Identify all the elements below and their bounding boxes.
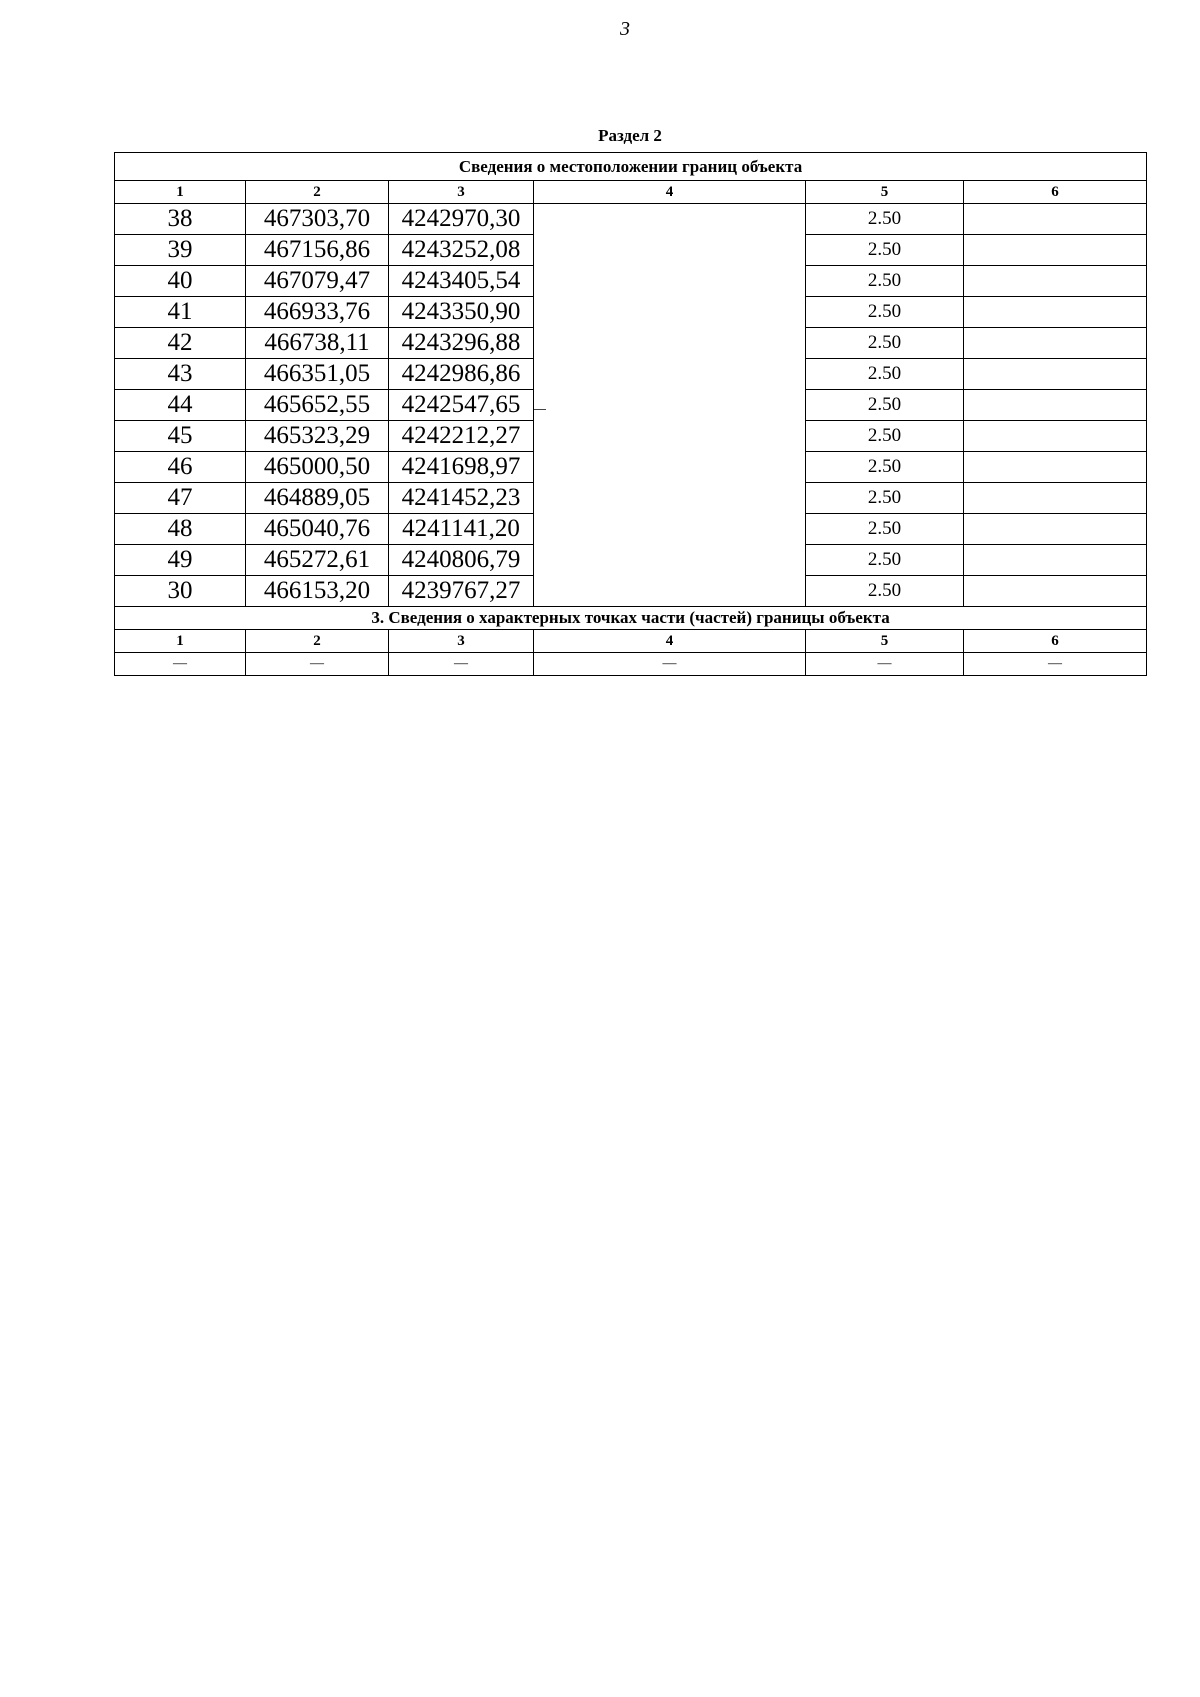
point-number-cell: 39 [115,235,246,266]
column-number: 5 [806,181,964,204]
column-number: 5 [806,630,964,653]
column-number: 1 [115,630,246,653]
part-points-title: 3. Сведения о характерных точках части (частей) границы объекта [115,607,1147,630]
x-coordinate-cell: 465000,50 [246,452,389,483]
x-coordinate-cell: 465323,29 [246,421,389,452]
point-number-cell: 41 [115,297,246,328]
description-cell [964,266,1147,297]
y-coordinate-cell: 4242212,27 [389,421,534,452]
precision-cell: 2.50 [806,328,964,359]
description-cell [964,390,1147,421]
point-number-cell: 40 [115,266,246,297]
precision-cell: 2.50 [806,204,964,235]
column-number: 4 [534,630,806,653]
y-coordinate-cell: 4241698,97 [389,452,534,483]
x-coordinate-cell: 467156,86 [246,235,389,266]
description-cell [964,204,1147,235]
part-column-number-row [115,630,1147,653]
x-coordinate-cell: 467303,70 [246,204,389,235]
point-number-cell: 48 [115,514,246,545]
table-row [115,204,1147,235]
description-cell [964,576,1147,607]
column-number: 2 [246,630,389,653]
y-coordinate-cell: 4241452,23 [389,483,534,514]
column-number-row [115,181,1147,204]
description-cell [964,545,1147,576]
stray-mark [534,409,546,410]
y-coordinate-cell: 4240806,79 [389,545,534,576]
point-number-cell: 30 [115,576,246,607]
column-number: 6 [964,181,1147,204]
description-cell [964,421,1147,452]
description-cell [964,359,1147,390]
precision-cell: 2.50 [806,235,964,266]
description-cell [964,328,1147,359]
point-number-cell: 42 [115,328,246,359]
empty-dash-cell: — [964,653,1147,676]
x-coordinate-cell: 464889,05 [246,483,389,514]
point-number-cell: 47 [115,483,246,514]
description-cell [964,483,1147,514]
section-title: Раздел 2 [598,126,662,145]
precision-cell: 2.50 [806,421,964,452]
y-coordinate-cell: 4242970,30 [389,204,534,235]
x-coordinate-cell: 466933,76 [246,297,389,328]
column-number: 3 [389,181,534,204]
point-number-cell: 44 [115,390,246,421]
boundary-table [114,152,1147,676]
description-cell [964,452,1147,483]
y-coordinate-cell: 4242986,86 [389,359,534,390]
empty-dash-cell: — [246,653,389,676]
description-cell [964,297,1147,328]
point-number-cell: 45 [115,421,246,452]
precision-cell: 2.50 [806,297,964,328]
y-coordinate-cell: 4243252,08 [389,235,534,266]
column-number: 4 [534,181,806,204]
column-number: 1 [115,181,246,204]
x-coordinate-cell: 465652,55 [246,390,389,421]
y-coordinate-cell: 4243296,88 [389,328,534,359]
precision-cell: 2.50 [806,483,964,514]
x-coordinate-cell: 467079,47 [246,266,389,297]
point-number-cell: 38 [115,204,246,235]
empty-dash-cell: — [806,653,964,676]
precision-cell: 2.50 [806,452,964,483]
description-cell [964,514,1147,545]
method-cell [534,204,806,607]
x-coordinate-cell: 465272,61 [246,545,389,576]
column-number: 3 [389,630,534,653]
x-coordinate-cell: 466153,20 [246,576,389,607]
column-number: 6 [964,630,1147,653]
part-points-title-row [115,607,1147,630]
y-coordinate-cell: 4239767,27 [389,576,534,607]
description-cell [964,235,1147,266]
precision-cell: 2.50 [806,390,964,421]
point-number-cell: 43 [115,359,246,390]
x-coordinate-cell: 466351,05 [246,359,389,390]
precision-cell: 2.50 [806,545,964,576]
table-title: Сведения о местоположении границ объекта [115,153,1147,181]
y-coordinate-cell: 4242547,65 [389,390,534,421]
page-number: 3 [620,18,630,40]
y-coordinate-cell: 4243350,90 [389,297,534,328]
empty-dash-cell: — [389,653,534,676]
y-coordinate-cell: 4243405,54 [389,266,534,297]
point-number-cell: 49 [115,545,246,576]
empty-dash-cell: — [115,653,246,676]
precision-cell: 2.50 [806,359,964,390]
x-coordinate-cell: 466738,11 [246,328,389,359]
point-number-cell: 46 [115,452,246,483]
table-title-row [115,153,1147,181]
x-coordinate-cell: 465040,76 [246,514,389,545]
y-coordinate-cell: 4241141,20 [389,514,534,545]
column-number: 2 [246,181,389,204]
empty-dash-cell: — [534,653,806,676]
precision-cell: 2.50 [806,266,964,297]
precision-cell: 2.50 [806,576,964,607]
precision-cell: 2.50 [806,514,964,545]
part-points-empty-row [115,653,1147,676]
